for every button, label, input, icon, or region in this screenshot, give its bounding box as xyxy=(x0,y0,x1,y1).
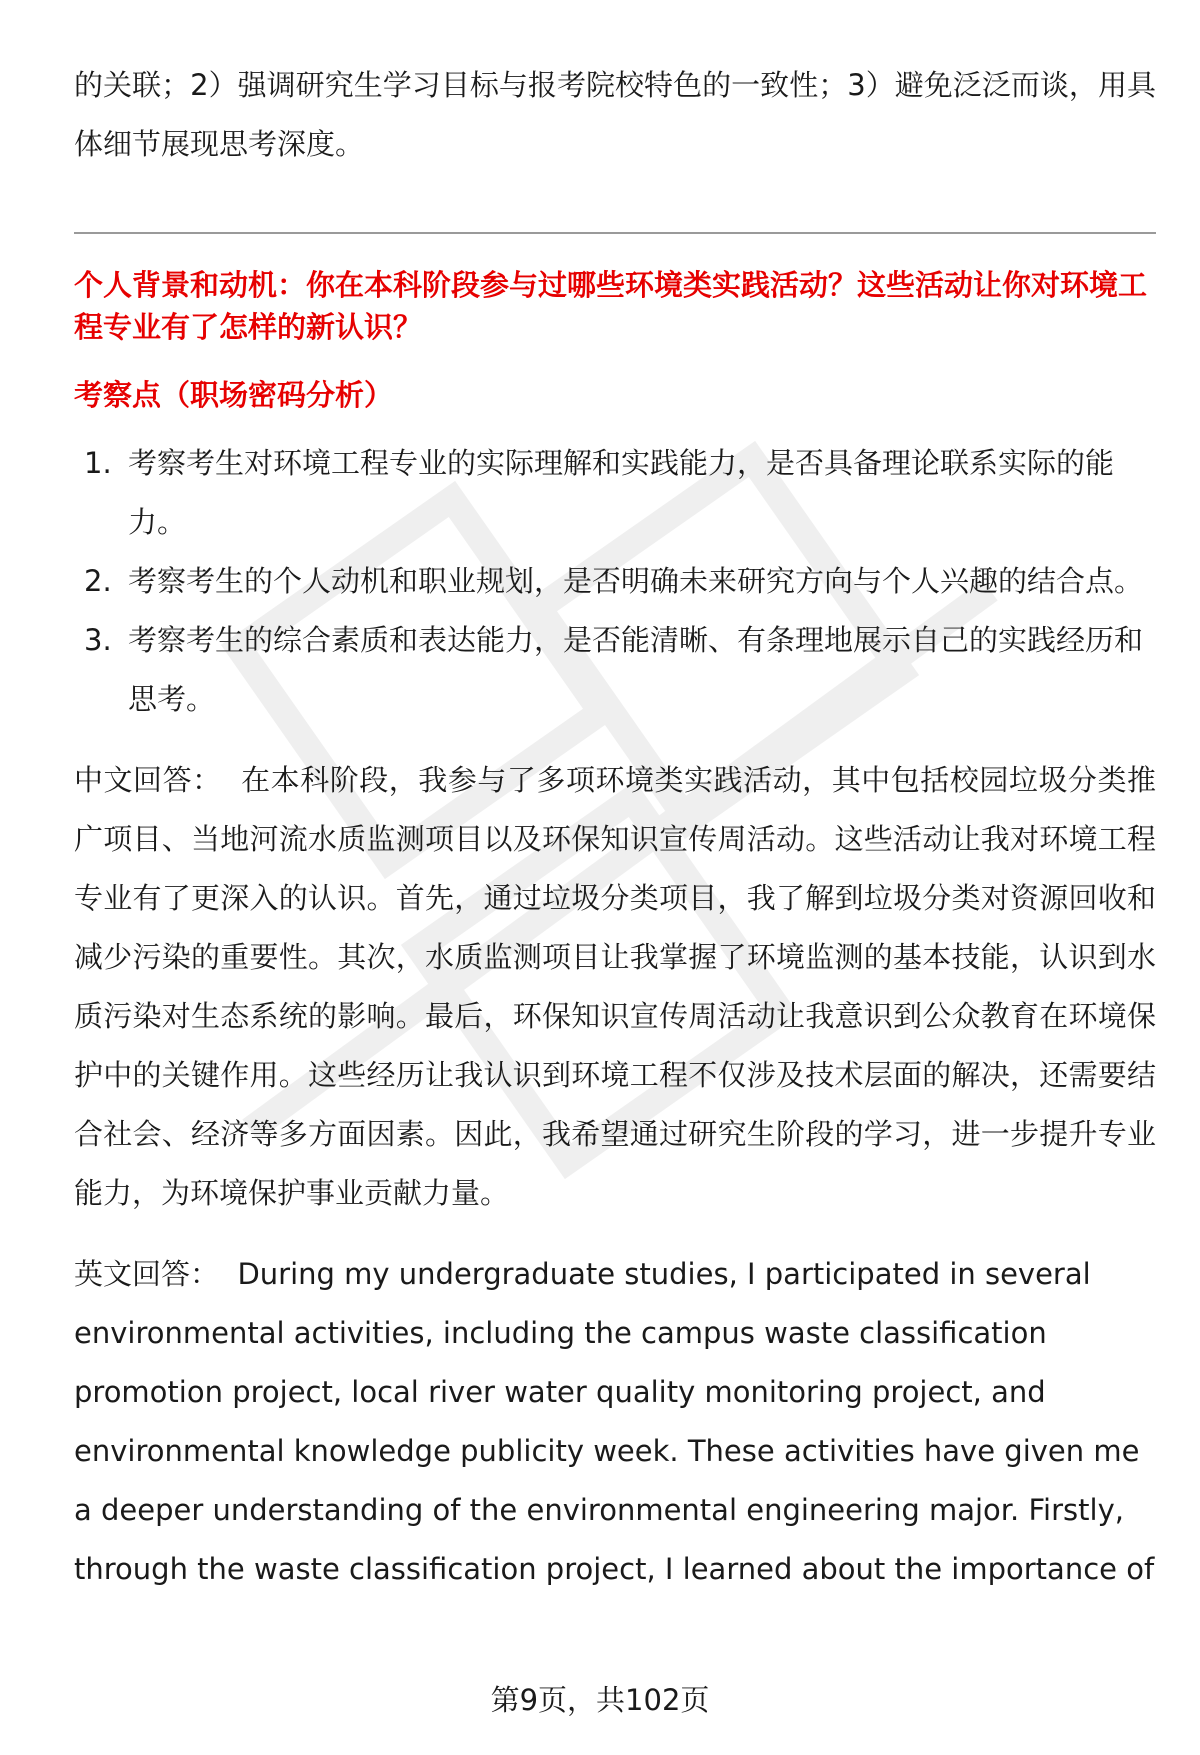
chinese-answer-label: 中文回答： xyxy=(74,763,222,797)
list-item-number: 3. xyxy=(84,623,112,657)
section-divider xyxy=(74,232,1156,234)
list-item-text: 考察考生对环境工程专业的实际理解和实践能力，是否具备理论联系实际的能力。 xyxy=(128,446,1115,539)
english-answer-label: 英文回答： xyxy=(74,1257,220,1291)
list-item-number: 2. xyxy=(84,564,112,598)
chinese-answer-paragraph xyxy=(74,751,1156,1223)
list-item xyxy=(74,434,1156,552)
examination-heading: 考察点（职场密码分析） xyxy=(74,378,394,412)
list-item-text: 考察考生的个人动机和职业规划，是否明确未来研究方向与个人兴趣的结合点。 xyxy=(128,564,1144,598)
list-item xyxy=(74,611,1156,729)
english-answer-paragraph xyxy=(74,1245,1156,1599)
examination-points-list xyxy=(74,434,1156,729)
english-answer-text: During my undergraduate studies, I participated in several environmental activities, including the campus waste classification promotion project, local river water quality monitoring project, and environmental knowledge publicity week. These activities have given me a deeper understanding of the environmental engineering major. Firstly, through the waste classification project, I learned about the importance of xyxy=(74,1257,1155,1586)
intro-paragraph: 的关联；2）强调研究生学习目标与报考院校特色的一致性；3）避免泛泛而谈，用具体细节展现思考深度。 xyxy=(74,68,1156,161)
chinese-answer-text: 在本科阶段，我参与了多项环境类实践活动，其中包括校园垃圾分类推广项目、当地河流水质监测项目以及环保知识宣传周活动。这些活动让我对环境工程专业有了更深入的认识。首先，通过垃圾分类项目，我了解到垃圾分类对资源回收和减少污染的重要性。其次，水质监测项目让我掌握了环境监测的基本技能，认识到水质污染对生态系统的影响。最后，环保知识宣传周活动让我意识到公众教育在环境保护中的关键作用。这些经历让我认识到环境工程不仅涉及技术层面的解决，还需要结合社会、经济等多方面因素。因此，我希望通过研究生阶段的学习，进一步提升专业能力，为环境保护事业贡献力量。 xyxy=(74,763,1156,1210)
document-page xyxy=(74,56,1156,1599)
question-heading: 个人背景和动机：你在本科阶段参与过哪些环境类实践活动？这些活动让你对环境工程专业有了怎样的新认识？ xyxy=(74,268,1148,344)
list-item-text: 考察考生的综合素质和表达能力，是否能清晰、有条理地展示自己的实践经历和思考。 xyxy=(128,623,1144,716)
page-number-footer: 第9页，共102页 xyxy=(490,1683,710,1717)
list-item-number: 1. xyxy=(84,446,112,480)
list-item xyxy=(74,552,1156,611)
